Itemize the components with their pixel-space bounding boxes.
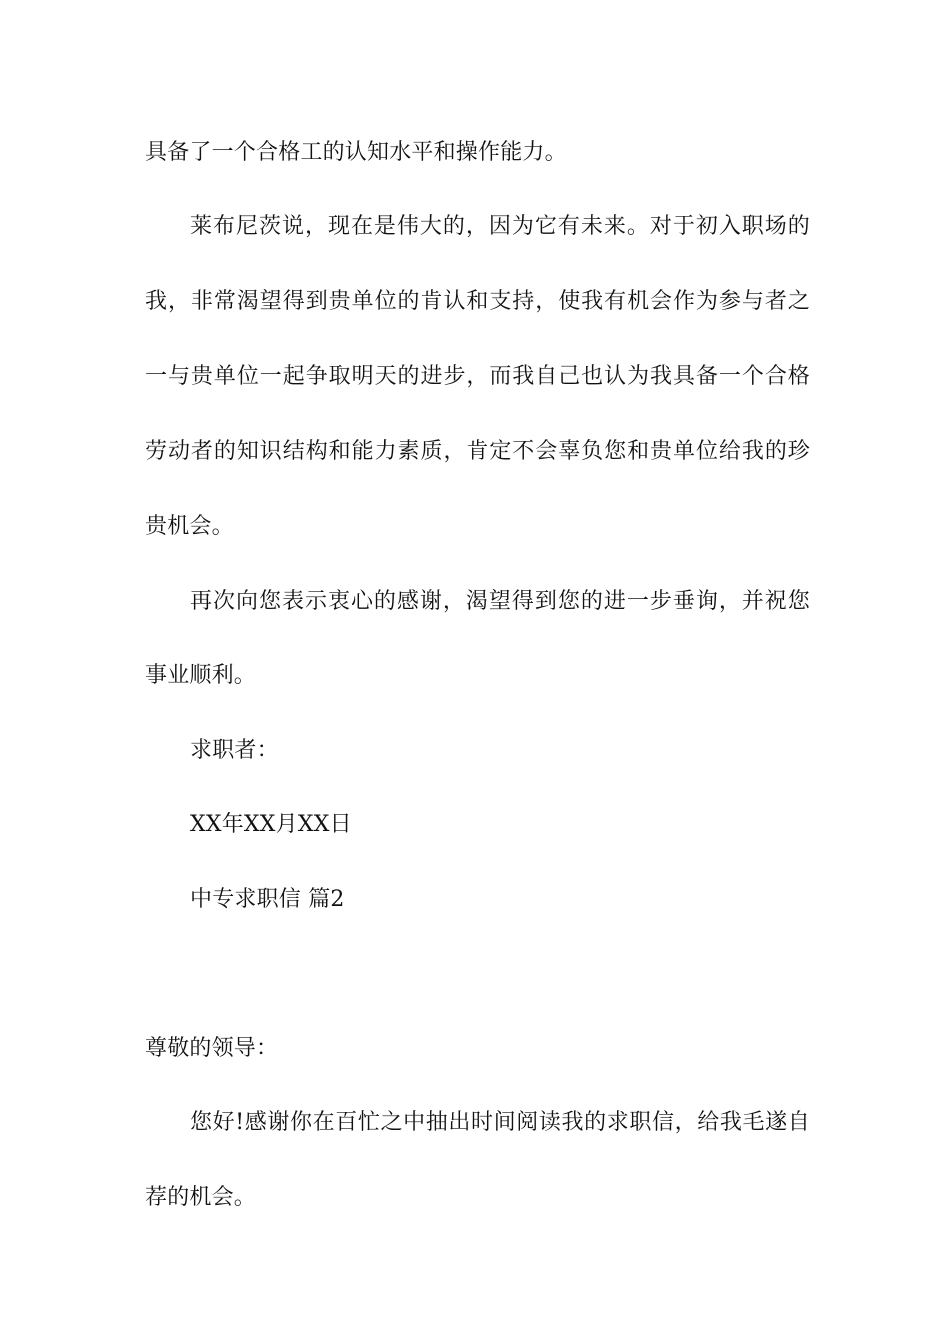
paragraph-line: 荐的机会。: [145, 1185, 257, 1210]
signature-label: 求职者：: [190, 738, 279, 763]
paragraph-line: 具备了一个合格工的认知水平和操作能力。: [145, 140, 567, 165]
paragraph-line: 再次向您表示衷心的感谢，渴望得到您的进一步垂询，并祝您: [190, 589, 810, 614]
date-line: XX年XX月XX日: [190, 812, 352, 837]
salutation: 尊敬的领导：: [145, 1036, 279, 1061]
paragraph-line: 贵机会。: [145, 514, 234, 539]
paragraph-line: 事业顺利。: [145, 663, 257, 688]
paragraph-line: 您好!感谢你在百忙之中抽出时间阅读我的求职信，给我毛遂自: [190, 1110, 810, 1135]
section-title: 中专求职信 篇2: [190, 887, 345, 912]
paragraph-line: 莱布尼茨说，现在是伟大的，因为它有未来。对于初入职场的: [190, 214, 810, 239]
paragraph-line: 一与贵单位一起争取明天的进步，而我自己也认为我具备一个合格: [145, 364, 810, 389]
paragraph-line: 我，非常渴望得到贵单位的肯认和支持，使我有机会作为参与者之: [145, 289, 810, 314]
paragraph-line: 劳动者的知识结构和能力素质，肯定不会辜负您和贵单位给我的珍: [145, 439, 810, 464]
